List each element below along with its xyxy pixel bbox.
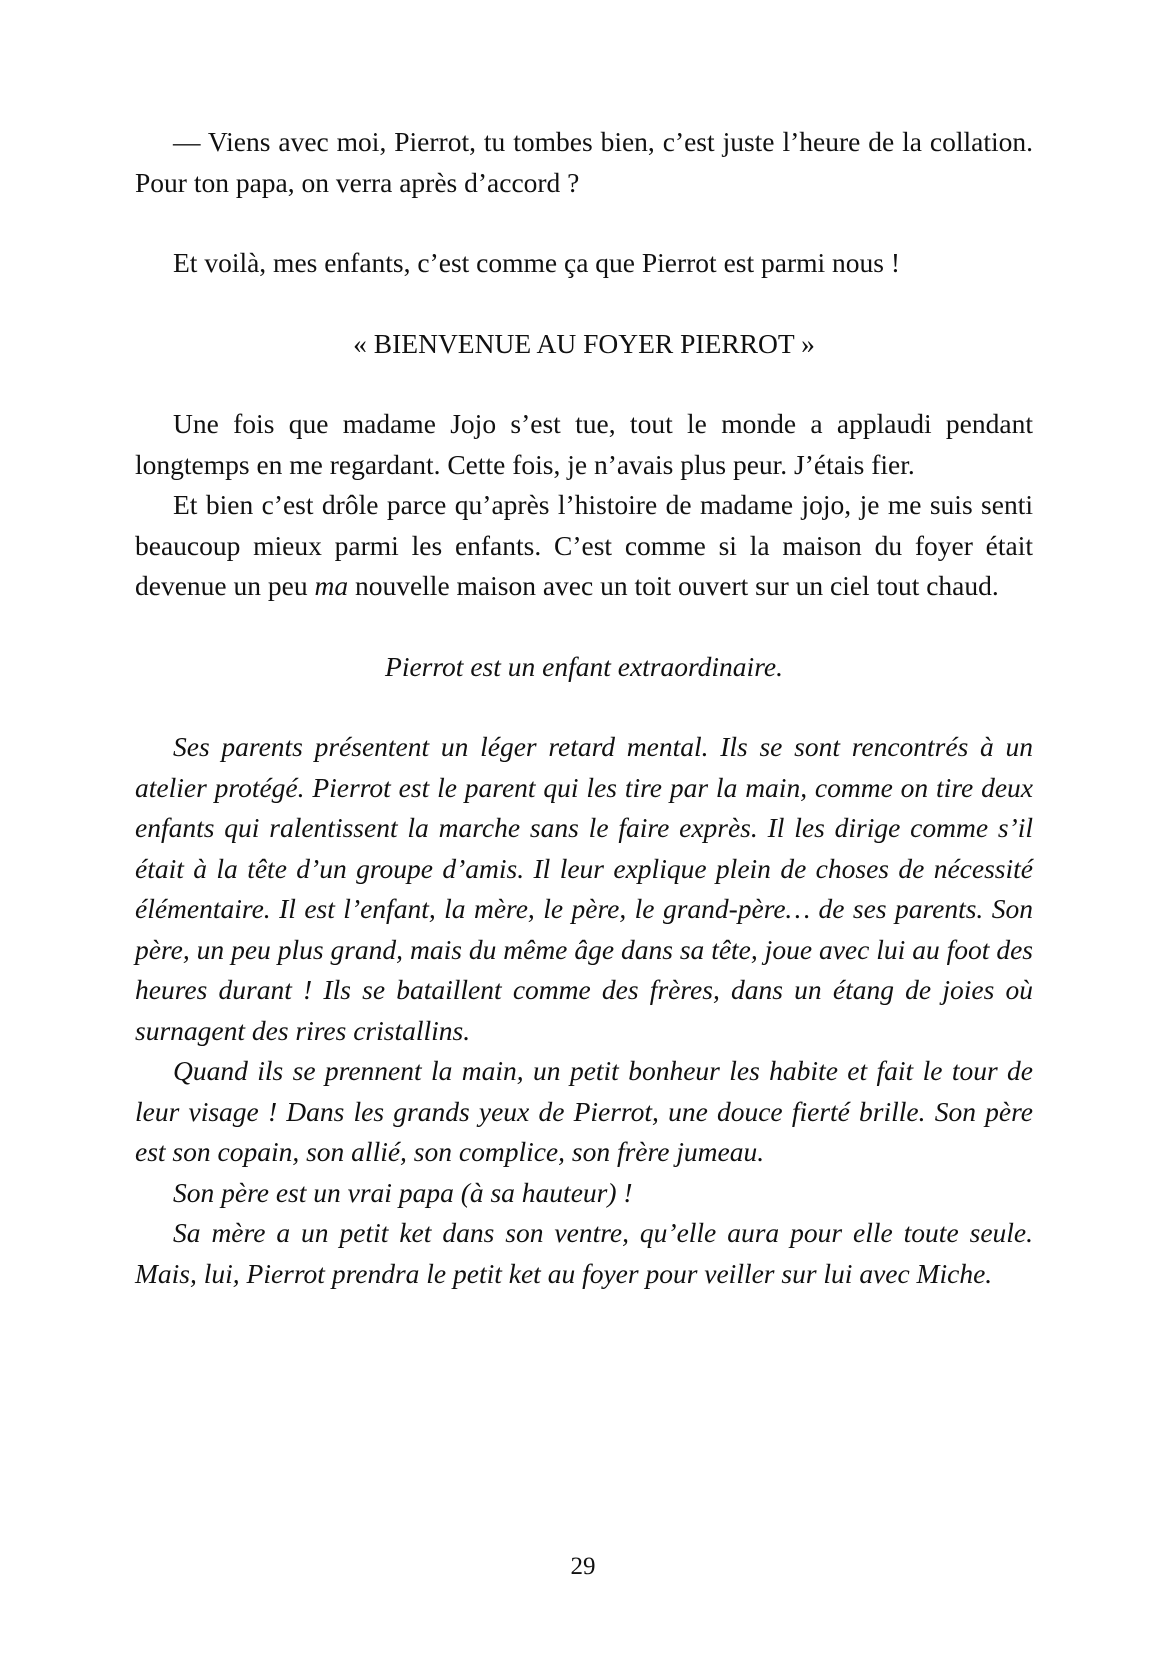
paragraph-italic-father: Son père est un vrai papa (à sa hauteur) ! xyxy=(173,1176,633,1208)
page-body xyxy=(135,122,1033,1294)
page-number: 29 xyxy=(570,1553,596,1580)
paragraph-new-home-end: nouvelle maison avec un toit ouvert sur un ciel tout chaud. xyxy=(348,570,999,601)
paragraph-italic-parents: Ses parents présentent un léger retard mental. Ils se sont rencontrés à un atelier protégé. Pierrot est le parent qui les tire par la main, comme on tire deux enfants qui ralentissent la marche sans le faire exprès. Il les dirige comme s’il était à la tête d’un groupe d’amis. Il leur explique plein de choses de nécessité élémentaire. Il est l’enfant, la mère, le père, le grand-père… de ses parents. Son père, un peu plus grand, mais du même âge dans sa tête, joue avec lui au foot des heures durant ! Ils se bataillent comme des frères, dans un étang de joies où surnagent des rires cristallins. xyxy=(135,731,1033,1046)
paragraph-italic-mother: Sa mère a un petit ket dans son ventre, qu’elle aura pour elle toute seule. Mais, lui, Pierrot prendra le petit ket au foyer pour veiller sur lui avec Miche. xyxy=(135,1217,1033,1289)
paragraph-new-home-emphasis: ma xyxy=(314,570,349,601)
paragraph-title-banner: « BIENVENUE AU FOYER PIERROT » xyxy=(353,327,815,359)
paragraph-narration: Et voilà, mes enfants, c’est comme ça que Pierrot est parmi nous ! xyxy=(173,247,901,278)
paragraph-new-home xyxy=(135,485,1033,607)
paragraph-italic-heading: Pierrot est un enfant extraordinaire. xyxy=(385,650,783,682)
paragraph-italic-hands: Quand ils se prennent la main, un petit bonheur les habite et fait le tour de leur visage ! Dans les grands yeux de Pierrot, une douce fierté brille. Son père est son copain, son allié, son complice, son frère jumeau. xyxy=(135,1055,1033,1167)
paragraph-dialogue: — Viens avec moi, Pierrot, tu tombes bien, c’est juste l’heure de la collation. Pour ton papa, on verra après d’accord ? xyxy=(135,126,1033,198)
paragraph-applause: Une fois que madame Jojo s’est tue, tout le monde a applaudi pendant longtemps en me regardant. Cette fois, je n’avais plus peur. J’étais fier. xyxy=(135,408,1033,480)
paragraph-new-home-start: Et bien c’est drôle parce qu’après l’histoire de madame jojo, je me suis senti beaucoup mieux parmi les enfants. C’est comme si la maison du foyer était devenue un peu xyxy=(135,489,1033,601)
